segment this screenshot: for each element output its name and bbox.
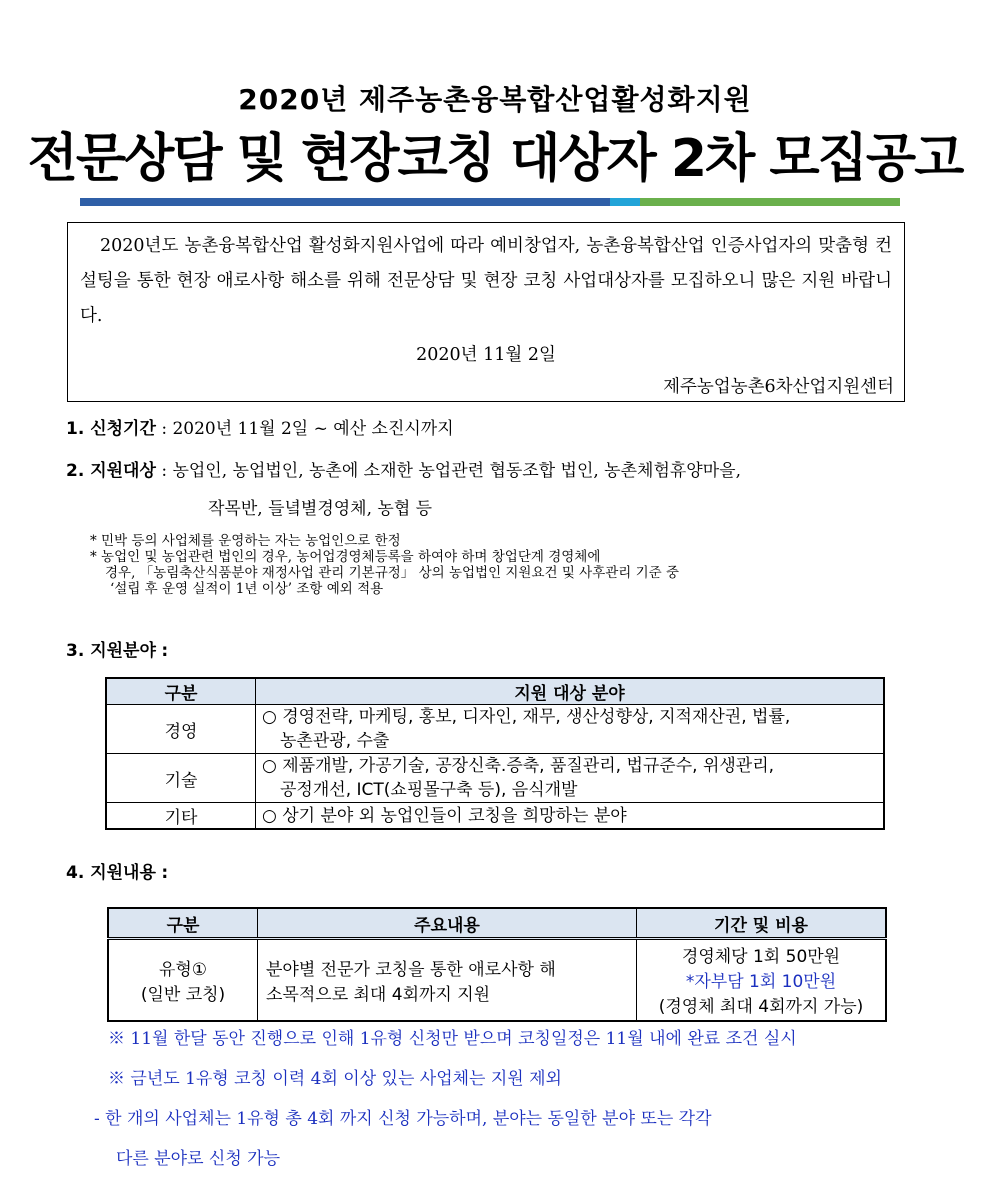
category-cell: 경영 — [106, 705, 256, 754]
header-content: 주요내용 — [258, 908, 637, 939]
title-underline-green — [640, 198, 900, 206]
cost-line: (경영체 최대 4회까지 가능) — [658, 997, 864, 1018]
eligibility-note-3: 경우, 「농림축산식품분야 재정사업 관리 기본규정」 상의 농업법인 지원요건 및 사후관리 기준 중 — [105, 565, 680, 581]
section-eligibility — [66, 456, 741, 481]
eligibility-note-1: * 민박 등의 사업체를 운영하는 자는 농업인으로 한정 — [90, 533, 401, 549]
page-title: 전문상담 및 현장코칭 대상자 2차 모집공고 — [27, 129, 963, 189]
intro-text: 2020년도 농촌융복합산업 활성화지원사업에 따라 예비창업자, 농촌융복합산업 인증사업자의 맞춤형 컨설팅을 통한 현장 애로사항 해소를 위해 전문상담 및 현장 코칭 사업대상자를 모집하오니 많은 지원 바랍니다. — [80, 236, 892, 326]
fields-line: 공정개선, ICT(쇼핑몰구축 등), 음식개발 — [280, 780, 578, 800]
cost-cell — [637, 939, 887, 1021]
section1-value: : 2020년 11월 2일 ~ 예산 소진시까지 — [161, 419, 454, 439]
fields-line: ○ 경영전략, 마케팅, 홍보, 디자인, 재무, 생산성향상, 지적재산권, 법률, — [262, 707, 791, 727]
section2-value-line2: 작목반, 들녘별경영체, 농협 등 — [208, 499, 433, 519]
cost-line-self-pay: *자부담 1회 10만원 — [685, 972, 837, 993]
table-row — [106, 705, 884, 754]
table-header-row — [106, 678, 884, 705]
section2-label: 2. 지원대상 — [66, 461, 156, 481]
cost-line: 경영체당 1회 50만원 — [681, 947, 841, 968]
section3-label: 3. 지원분야 — [66, 641, 156, 661]
type-cell — [108, 939, 258, 1021]
section-support-fields — [66, 636, 168, 661]
content-line: 소목적으로 최대 4회까지 지원 — [266, 984, 491, 1005]
table-row — [108, 939, 886, 1021]
section4-colon: : — [161, 863, 169, 883]
section4-label: 4. 지원내용 — [66, 863, 156, 883]
content-note-3: - 한 개의 사업체는 1유형 총 4회 까지 신청 가능하며, 분야는 동일한 분야 또는 각각 — [94, 1109, 712, 1129]
fields-line: ○ 제품개발, 가공기술, 공장신축.증축, 품질관리, 법규준수, 위생관리, — [262, 756, 775, 776]
fields-cell — [256, 803, 885, 830]
header-cost: 기간 및 비용 — [637, 908, 887, 939]
title-underline-blue — [80, 198, 610, 206]
fields-cell — [256, 754, 885, 803]
content-cell — [258, 939, 637, 1021]
fields-line: 농촌관광, 수출 — [280, 731, 390, 751]
content-note-2: ※ 금년도 1유형 코칭 이력 4회 이상 있는 사업체는 지원 제외 — [108, 1069, 562, 1089]
section-application-period — [66, 414, 454, 439]
intro-organization: 제주농업농촌6차산업지원센터 — [663, 377, 894, 397]
content-line: 분야별 전문가 코칭을 통한 애로사항 해 — [266, 959, 556, 980]
fields-line: ○ 상기 분야 외 농업인들이 코칭을 희망하는 분야 — [262, 805, 627, 826]
content-note-4: 다른 분야로 신청 가능 — [116, 1149, 281, 1169]
fields-cell — [256, 705, 885, 754]
table-row — [106, 754, 884, 803]
section1-label: 1. 신청기간 — [66, 419, 156, 439]
section2-value-line1: : 농업인, 농업법인, 농촌에 소재한 농업관련 협동조합 법인, 농촌체험휴양마을, — [161, 461, 741, 481]
intro-box — [67, 222, 905, 402]
type-line: (일반 코칭) — [140, 984, 226, 1005]
content-note-1: ※ 11월 한달 동안 진행으로 인해 1유형 신청만 받으며 코칭일정은 11월 내에 완료 조건 실시 — [108, 1029, 797, 1049]
type-line: 유형① — [158, 959, 208, 980]
section-support-content — [66, 858, 168, 883]
support-fields-table — [105, 677, 885, 830]
table-header-row — [108, 908, 886, 939]
header-type: 구분 — [108, 908, 258, 939]
page-subtitle: 2020년 제주농촌융복합산업활성화지원 — [238, 83, 752, 116]
intro-date: 2020년 11월 2일 — [416, 345, 556, 365]
eligibility-note-4: ‘설립 후 운영 실적이 1년 이상’ 조항 예외 적용 — [110, 581, 384, 597]
eligibility-note-2: * 농업인 및 농업관련 법인의 경우, 농어업경영체등록을 하여야 하며 창업단계 경영체에 — [90, 549, 601, 565]
category-cell: 기술 — [106, 754, 256, 803]
table-row — [106, 803, 884, 830]
section3-colon: : — [161, 641, 169, 661]
category-cell: 기타 — [106, 803, 256, 830]
header-fields: 지원 대상 분야 — [256, 678, 885, 705]
support-content-table — [107, 907, 887, 1022]
header-category: 구분 — [106, 678, 256, 705]
title-underline-cyan — [610, 198, 640, 206]
